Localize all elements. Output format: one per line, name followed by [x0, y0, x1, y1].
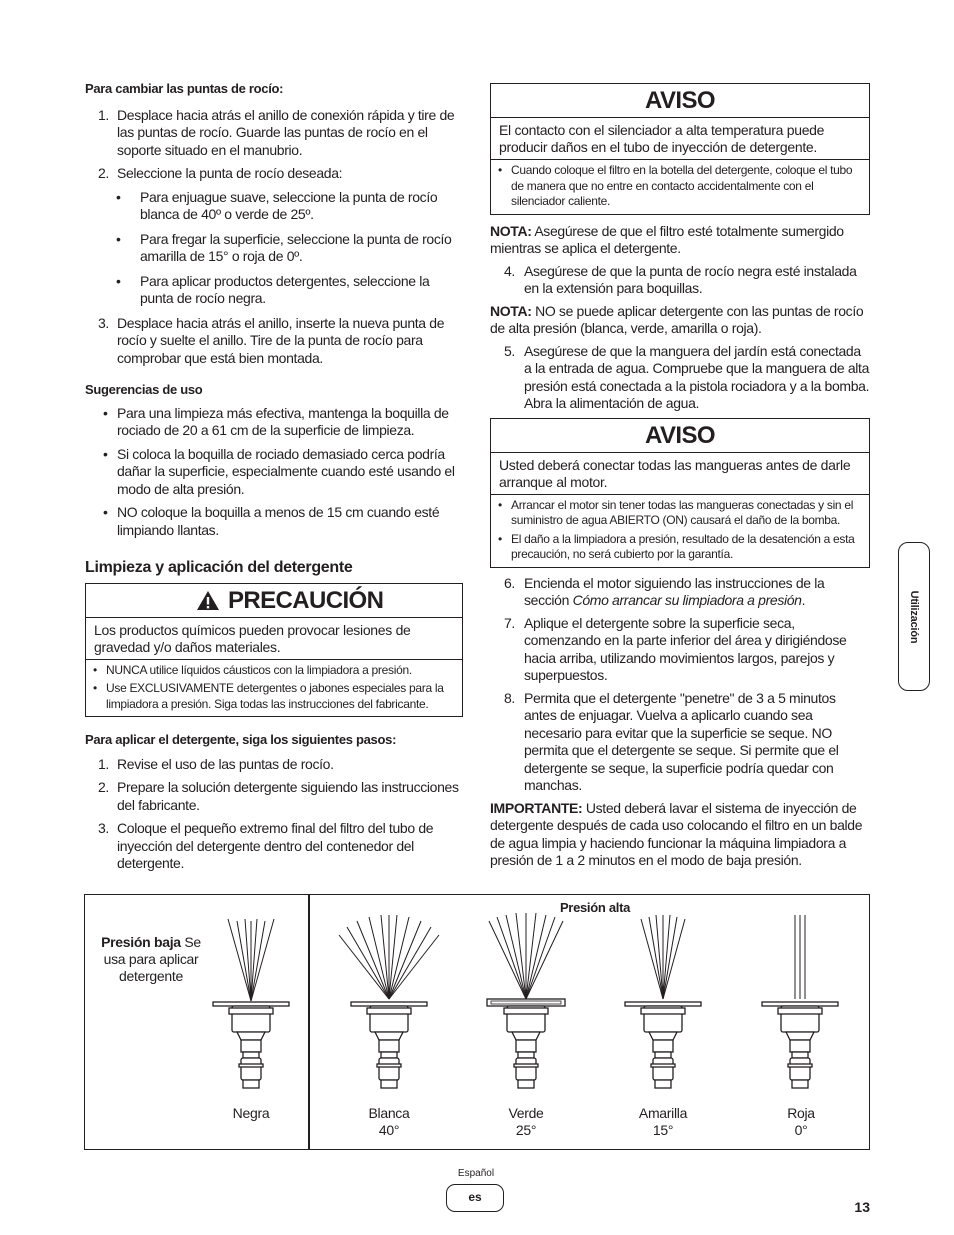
change-bullet: • Para enjuague suave, seleccione la punta de rocío blanca de 40º o verde de 25º.	[116, 188, 438, 222]
note-2: NOTA: NO se puede aplicar detergente con las puntas de rocío de alta presión (blanca, verde, amarilla o roja).	[490, 302, 864, 336]
nozzle-red-icon	[762, 915, 838, 1088]
change-bullet: • Para aplicar productos detergentes, seleccione la punta de rocío negra.	[116, 272, 430, 306]
notice-item: • El daño a la limpiadora a presión, resultado de la desatención a esta precaución, no será cubierto por la garantía.	[498, 531, 855, 561]
spray-tips-figure	[84, 894, 870, 1150]
nozzle-label-yellow: Amarilla 15°	[638, 1105, 688, 1138]
nozzle-label-red: Roja 0°	[787, 1105, 815, 1138]
low-pressure-label: Presión baja Se usa para aplicar detergente	[101, 934, 201, 984]
caution-list	[86, 660, 462, 717]
step-6: 6. Encienda el motor siguiendo las instrucciones de la sección Cómo arrancar su limpiadora a presión.	[504, 574, 825, 608]
notice-item: • Cuando coloque el filtro en la botella del detergente, coloque el tubo de manera que no entre en contacto accidentalmente con el silenciador caliente.	[498, 163, 853, 208]
nozzle-white-icon	[339, 915, 439, 1088]
step-7: 7. Aplique el detergente sobre la superficie seca, comenzando en la parte inferior del área y dirigiéndose hacia arriba, utilizando movimientos largos, parejos y superpuestos.	[504, 614, 847, 683]
apply-step: 2. Prepare la solución detergente siguiendo las instrucciones del fabricante.	[98, 779, 459, 813]
section-side-tab: Utilización	[898, 542, 930, 691]
notice-box-2	[490, 418, 870, 568]
change-step-2: 2. Seleccione la punta de rocío deseada:	[98, 165, 343, 181]
nozzle-yellow-icon	[625, 915, 701, 1088]
notice-list	[491, 160, 869, 214]
step-8: 8. Permita que el detergente "penetre" de 3 a 5 minutos antes de enjuagar. Vuelva a aplicarlo cuando sea necesario para evitar que la superficie se seque. NO permita que el detergente se seque. Si permite que el detergente se seque, la superficie podría quedar con manchas.	[504, 689, 839, 793]
nozzle-illustrations	[85, 895, 869, 1149]
important-note: IMPORTANTE: Usted deberá lavar el sistema de inyección de detergente después de cada uso colocando el filtro en un balde de agua limpia y haciendo funcionar la máquina limpiadora a presión de 1 a 2 minutos en el modo de baja presión.	[490, 799, 863, 868]
caution-item: • Use EXCLUSIVAMENTE detergentes o jabones especiales para la limpiadora a presión. Siga todas las instrucciones del fabricante.	[93, 681, 444, 711]
apply-detergent-heading: Para aplicar el detergente, siga los siguientes pasos:	[85, 732, 397, 747]
left-column	[85, 80, 463, 879]
change-step-1: 1. Desplace hacia atrás el anillo de conexión rápida y tire de las puntas de rocío. Guarde las puntas de rocío en el soporte situado en el manubrio.	[98, 106, 455, 158]
caution-box	[85, 583, 463, 718]
usage-bullet: • Para una limpieza más efectiva, mantenga la boquilla de rociado de 20 a 61 cm de la superficie de limpieza.	[103, 404, 449, 438]
caution-item: • NUNCA utilice líquidos cáusticos con la limpiadora a presión.	[93, 662, 412, 677]
high-pressure-label: Presión alta	[559, 900, 631, 915]
right-column	[490, 83, 870, 875]
step-5: 5. Asegúrese de que la manguera del jardín está conectada a la entrada de agua. Compruebe que la manguera de alta presión está conectada a la pistola rociadora y a la bomba. Abra la alimentación de agua.	[504, 342, 870, 411]
apply-step: 1. Revise el uso de las puntas de rocío.	[98, 755, 334, 772]
notice-item: • Arrancar el motor sin tener todas las mangueras conectadas y sin el suministro de agua ABIERTO (ON) causará el daño de la bomba.	[498, 497, 854, 527]
notice-title: AVISO	[491, 419, 869, 453]
usage-bullet: • Si coloca la boquilla de rociado demasiado cerca podría dañar la superficie, especialmente cuando esté usando el modo de alta presión.	[103, 445, 455, 497]
notice-list	[491, 495, 869, 567]
usage-tips-heading: Sugerencias de uso	[85, 382, 203, 397]
change-bullet: • Para fregar la superficie, seleccione la punta de rocío amarilla de 15° o roja de 0º.	[116, 230, 452, 264]
usage-bullet: • NO coloque la boquilla a menos de 15 cm cuando esté limpiando llantas.	[103, 504, 440, 538]
step-4: 4. Asegúrese de que la punta de rocío negra esté instalada en la extensión para boquillas.	[504, 262, 857, 296]
note-1: NOTA: Asegúrese de que el filtro esté totalmente sumergido mientras se aplica el detergente.	[490, 222, 844, 256]
detergent-section-title: Limpieza y aplicación del detergente	[85, 559, 353, 576]
caution-main-text: Los productos químicos pueden provocar lesiones de gravedad y/o daños materiales.	[86, 618, 462, 660]
notice-box-1	[490, 83, 870, 215]
warning-triangle-icon	[196, 590, 220, 611]
nozzle-label-black: Negra	[232, 1105, 270, 1121]
nozzle-label-green: Verde 25°	[508, 1105, 544, 1138]
footer-lang-badge: es	[446, 1184, 504, 1212]
change-step-3: 3. Desplace hacia atrás el anillo, inserte la nueva punta de rocío y suelte el anillo. Tire de la punta de rocío para comprobar que está bien montada.	[98, 314, 445, 366]
apply-step: 3. Coloque el pequeño extremo final del filtro del tubo de inyección del detergente dentro del contenedor del detergente.	[98, 820, 434, 871]
notice-title: AVISO	[491, 84, 869, 118]
nozzle-black-icon	[213, 919, 289, 1088]
page-number: 13	[854, 1199, 870, 1215]
footer-language: Español	[457, 1168, 495, 1179]
notice-main-text: El contacto con el silenciador a alta temperatura puede producir daños en el tubo de inyección de detergente.	[491, 118, 869, 160]
notice-main-text: Usted deberá conectar todas las mangueras antes de darle arranque al motor.	[491, 453, 869, 495]
nozzle-label-white: Blanca 40°	[368, 1105, 410, 1138]
caution-title: PRECAUCIÓN	[86, 584, 462, 618]
change-tips-heading: Para cambiar las puntas de rocío:	[85, 81, 284, 96]
nozzle-green-icon	[487, 913, 565, 1088]
